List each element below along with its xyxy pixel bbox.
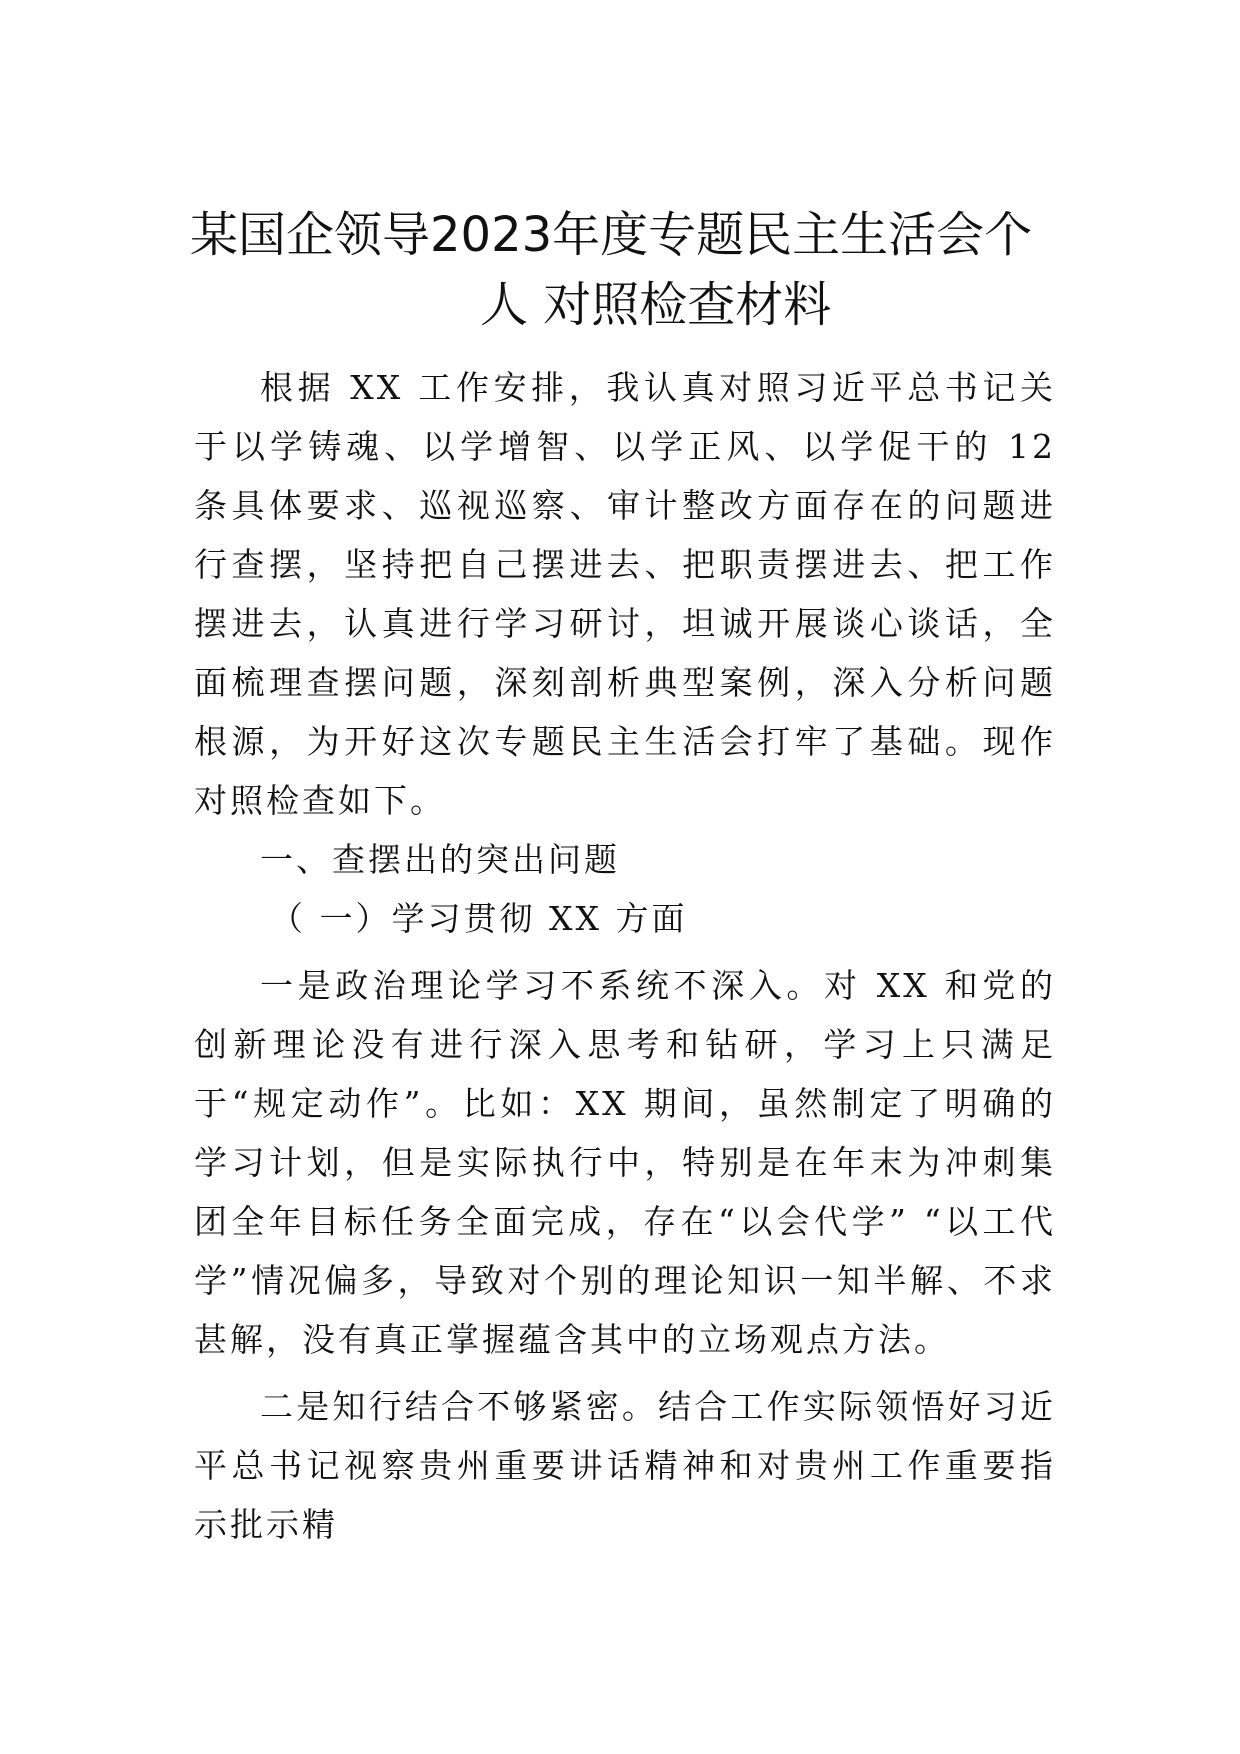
subsection-heading: （ 一）学习贯彻 XX 方面	[270, 899, 688, 938]
title-line-1: 某国企领导2023年度专题民主生活会个	[190, 207, 1033, 263]
document-body	[194, 358, 1056, 1554]
problem-item-1: 一是政治理论学习不系统不深入。对 XX 和党的创新理论没有进行深入思考和钻研，学习上只满足于“规定动作”。比如：XX 期间，虽然制定了明确的学习计划，但是实际执行中，特别是在年末为冲刺集团全年目标任务全面完成，存在“以会代学” “以工代学”情况偏多，导致对个别的理论知识一知半解、不求甚解，没有真正掌握蕴含其中的立场观点方法。	[194, 966, 1056, 1359]
title-line-2: 人 对照检查材料	[480, 277, 832, 333]
section-heading: 一、查摆出的突出问题	[260, 840, 620, 879]
problem-item-2: 二是知行结合不够紧密。结合工作实际领悟好习近平总书记视察贵州重要讲话精神和对贵州工作重要指示批示精	[194, 1387, 1056, 1544]
intro-paragraph: 根据 XX 工作安排，我认真对照习近平总书记关于以学铸魂、以学增智、以学正风、以学促干的 12 条具体要求、巡视巡察、审计整改方面存在的问题进行查摆，坚持把自己摆进去、把职责摆进去、把工作摆进去，认真进行学习研讨，坦诚开展谈心谈话，全面梳理查摆问题，深刻剖析典型案例，深入分析问题根源，为开好这次专题民主生活会打牢了基础。现作对照检查如下。	[194, 368, 1056, 820]
document-title	[190, 200, 1050, 340]
